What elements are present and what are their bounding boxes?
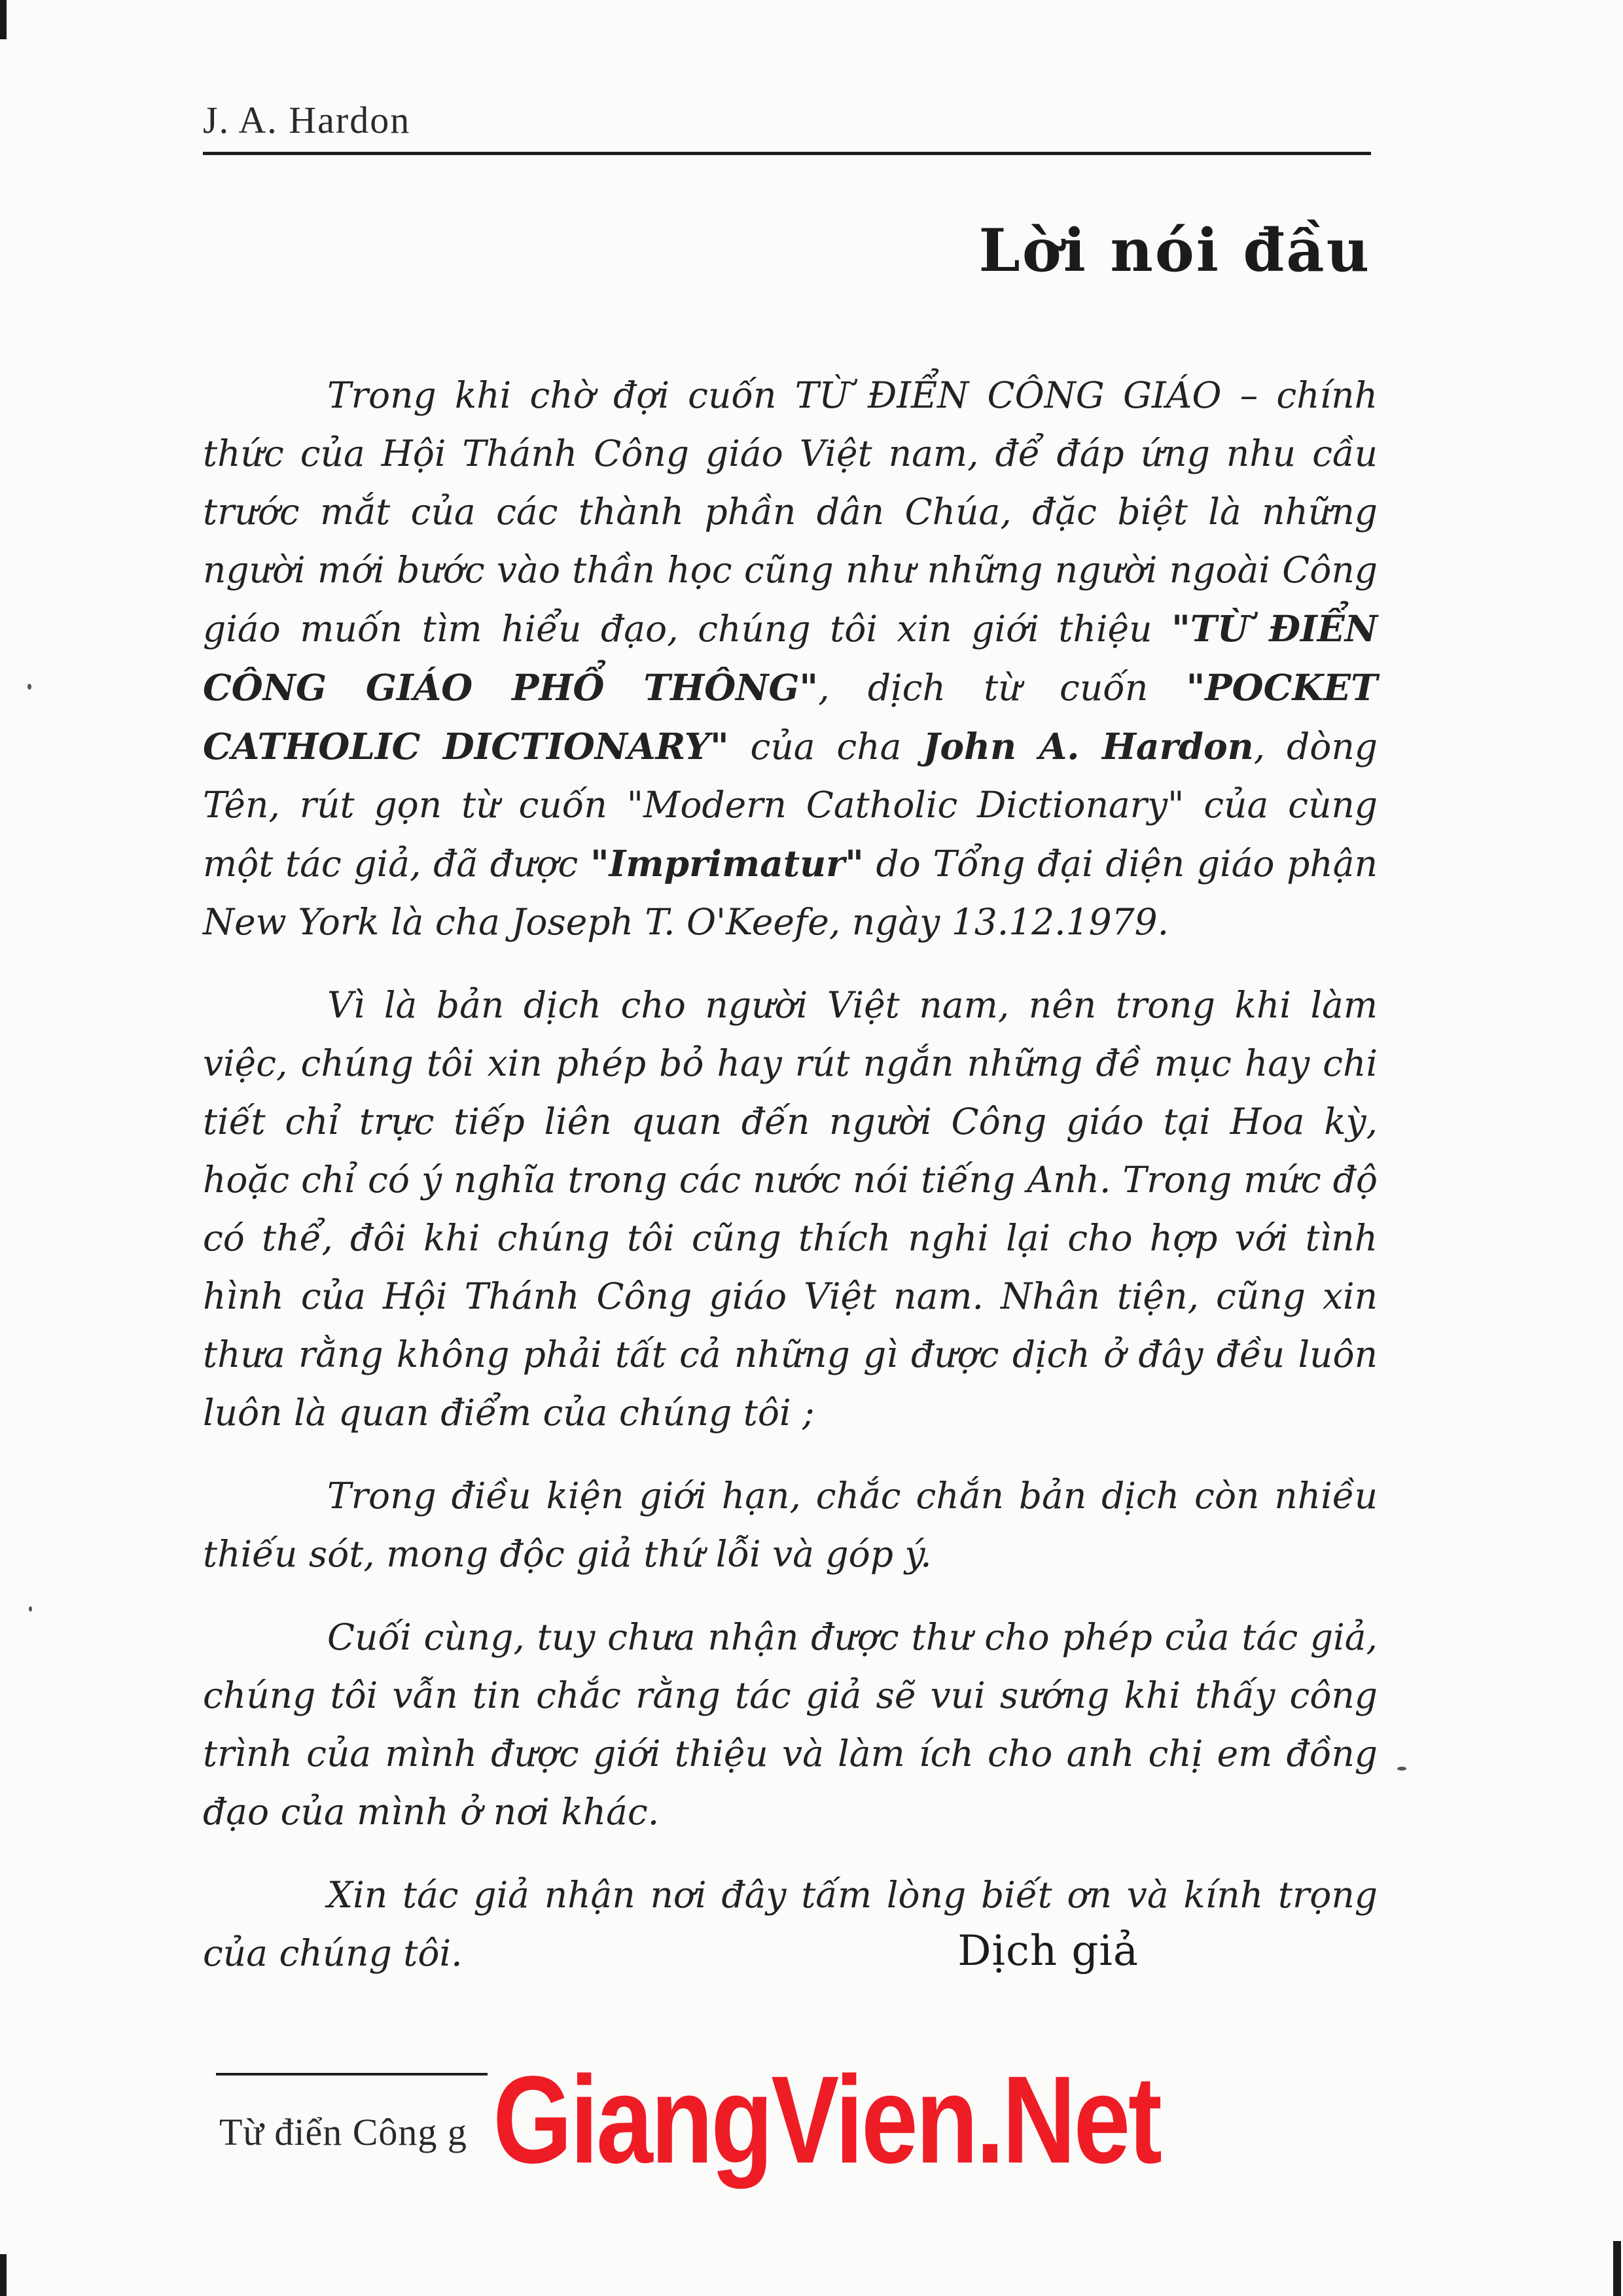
watermark-logo: GiangVien.Net — [488, 2058, 1166, 2182]
paragraph-text: Cuối cùng, tuy chưa nhận được thư cho phép của tác giả, chúng tôi vẫn tin chắc rằng tác giả sẽ vui sướng khi thấy công trình của mình được giới thiệu và làm ích cho anh chị em đồng đạo của mình ở nơi khác. — [203, 1616, 1378, 1833]
scan-edge-mark — [0, 2254, 7, 2296]
paragraph-text: , dòng Tên, rút gọn từ cuốn "Modern Catholic Dictionary" của cùng một tác giả, đã được — [203, 726, 1378, 885]
emphasized-text: John A. Hardon — [923, 725, 1254, 768]
paragraph — [203, 1608, 1378, 1841]
signature: Dịch giả — [957, 1927, 1139, 1975]
scan-edge-mark — [0, 0, 7, 39]
emphasized-text: "Imprimatur" — [590, 842, 864, 885]
paragraph-text: do Tổng đại diện giáo phận New York là cha Joseph T. O'Keefe, ngày 13.12.1979. — [203, 843, 1378, 943]
paragraph-text: Xin tác giả nhận nơi đây tấm lòng biết ơn và kính trọng của chúng tôi. — [203, 1874, 1378, 1974]
paragraph-text: , dịch từ cuốn — [818, 667, 1186, 709]
paragraph — [203, 366, 1378, 951]
paragraph — [203, 976, 1378, 1442]
scan-speck — [1397, 1767, 1406, 1771]
body-text — [203, 366, 1378, 2007]
paragraph-text: Trong khi chờ đợi cuốn TỪ ĐIỂN CÔNG GIÁO – chính thức của Hội Thánh Công giáo Việt nam, để đáp ứng nhu cầu trước mắt của các thành phần dân Chúa, đặc biệt là những người mới bước vào thần học cũng như những người ngoài Công giáo muốn tìm hiểu đạo, chúng tôi xin giới thiệu — [203, 374, 1378, 650]
scan-speck — [29, 1606, 32, 1612]
scan-edge-mark — [1613, 2241, 1621, 2296]
running-footer: Từ điển Công g — [219, 2111, 467, 2153]
header-rule — [203, 152, 1371, 155]
paragraph-text: Trong điều kiện giới hạn, chắc chắn bản dịch còn nhiều thiếu sót, mong độc giả thứ lỗi và góp ý. — [203, 1475, 1378, 1575]
emphasized-text: "POCKET CATHOLIC DICTIONARY" — [203, 666, 1378, 768]
paragraph-text: Vì là bản dịch cho người Việt nam, nên trong khi làm việc, chúng tôi xin phép bỏ hay rút ngắn những đề mục hay chi tiết chỉ trực tiếp liên quan đến người Công giáo tại Hoa kỳ, hoặc chỉ có ý nghĩa trong các nước nói tiếng Anh. Trong mức độ có thể, đôi khi chúng tôi cũng thích nghi lại cho hợp với tình hình của Hội Thánh Công giáo Việt nam. Nhân tiện, cũng xin thưa rằng không phải tất cả những gì được dịch ở đây đều luôn luôn là quan điểm của chúng tôi ; — [203, 984, 1378, 1434]
paragraph — [203, 1467, 1378, 1583]
paragraph — [203, 1866, 1378, 1983]
emphasized-text: "TỪ ĐIỂN CÔNG GIÁO PHỔ THÔNG" — [203, 607, 1378, 709]
scan-speck — [27, 684, 31, 690]
paragraph-text: của cha — [728, 726, 923, 768]
running-header-author: J. A. Hardon — [203, 99, 411, 141]
page-title: Lời nói đầu — [978, 216, 1371, 285]
